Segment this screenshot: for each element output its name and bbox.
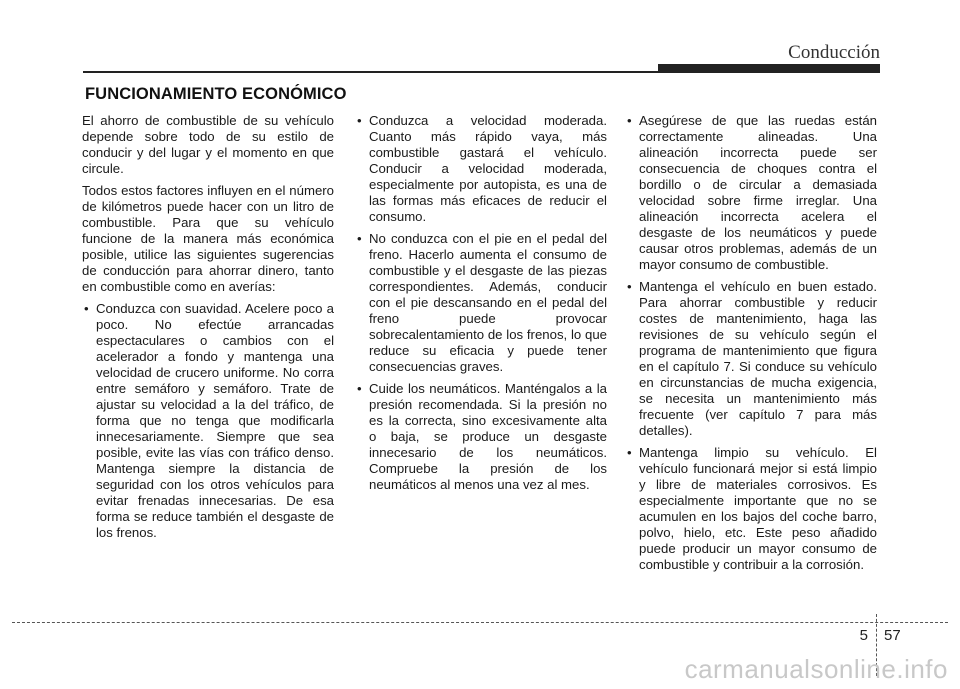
header-rule-thin [83, 71, 678, 73]
bullet-item: • No conduzca con el pie en el pedal del freno. Hacerlo aumenta el consumo de combustible y el desgaste de las piezas correspondientes. Además, conducir con el pie descansando en el pedal del freno puede provocar sobrecalentamiento de los frenos, lo que reduce su eficacia y puede tener consecuencias graves. [355, 231, 607, 375]
bullet-item: • Conduzca a velocidad moderada. Cuanto más rápido vaya, más combustible gastará el vehículo. Conducir a velocidad moderada, especialmente por autopista, es una de las formas más eficaces de reducir el consumo. [355, 113, 607, 225]
page-number: 57 [884, 627, 901, 644]
bullet-item: • Cuide los neumáticos. Manténgalos a la presión recomendada. Si la presión no es la correcta, sino excesivamente alta o baja, se produce un desgaste innecesario de los neumáticos. Compruebe la presión de los neumáticos al menos una vez al mes. [355, 381, 607, 493]
footer-dashed-line [12, 622, 948, 623]
text-column-3 [625, 113, 877, 579]
bullet-item: • Mantenga limpio su vehículo. El vehículo funcionará mejor si está limpio y libre de materiales corrosivos. Es especialmente importante que no se acumulen en los bajos del coche barro, polvo, hielo, etc. Este peso añadido puede producir un mayor consumo de combustible y contribuir a la corrosión. [625, 445, 877, 573]
paragraph: Todos estos factores influyen en el número de kilómetros puede hacer con un litro de combustible. Para que su vehículo funcione de la manera más económica posible, utilice las siguientes sugerencias de conducción para ahorrar dinero, tanto en combustible como en averías: [82, 183, 334, 294]
paragraph: El ahorro de combustible de su vehículo depende sobre todo de su estilo de conducir y del lugar y el momento en que circule. [82, 113, 334, 176]
header-rule-thick [658, 64, 880, 73]
text-column-2 [355, 113, 607, 499]
bullet-item: • Mantenga el vehículo en buen estado. Para ahorrar combustible y reducir costes de mantenimiento, haga las revisiones de su vehículo según el programa de mantenimiento que figura en el capítulo 7. Si conduce su vehículo en circunstancias de mucha exigencia, se necesita un mantenimiento más frecuente (ver capítulo 7 para más detalles). [625, 279, 877, 439]
section-heading: FUNCIONAMIENTO ECONÓMICO [85, 85, 347, 103]
bullet-item: • Asegúrese de que las ruedas están correctamente alineadas. Una alineación incorrecta puede ser consecuencia de choques contra el bordillo o de circular a demasiada velocidad sobre firme irreglar. Una alineación incorrecta acelera el desgaste de los neumáticos y puede causar otros problemas, además de un mayor consumo de combustible. [625, 113, 877, 273]
chapter-title: Conducción [788, 42, 880, 63]
watermark: carmanualsonline.info [684, 654, 948, 684]
text-column-1 [82, 113, 334, 547]
bullet-item: • Conduzca con suavidad. Acelere poco a poco. No efectúe arrancadas espectaculares o cambios con el acelerador a fondo y mantenga una velocidad de crucero uniforme. No corra entre semáforo y semáforo. Trate de ajustar su velocidad a la del tráfico, de forma que no tenga que modificarla innecesariamente. Siempre que sea posible, evite las vías con tráfico denso. Mantenga siempre la distancia de seguridad con los otros vehículos para evitar frenadas innecesarias. De esa forma se reduce también el desgaste de los frenos. [82, 301, 334, 541]
chapter-number: 5 [859, 627, 868, 644]
